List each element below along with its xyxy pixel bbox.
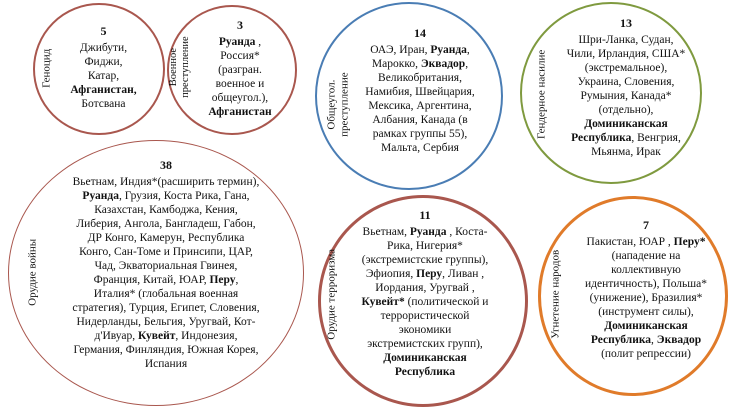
genocide-count: 5 [100, 24, 107, 38]
country-text: террористической [380, 309, 470, 322]
country-line [585, 235, 707, 249]
country-line [365, 43, 474, 57]
country-text: Ботсвана [81, 97, 126, 110]
country-line [567, 103, 686, 117]
side-label-line: преступление [180, 36, 191, 98]
country-line [362, 267, 489, 281]
country-text: (инструмент силы), [598, 305, 694, 318]
country-line [72, 203, 259, 217]
side-label-line: Орудие войны [26, 238, 39, 306]
country-text: Италия* (глобальная военная [93, 287, 239, 300]
country-line [362, 295, 489, 309]
country-text: (унижение), Бразилия* [589, 291, 703, 304]
war-crime-side-label [168, 27, 192, 107]
country-text: (разгран. [218, 63, 262, 76]
country-text: ОАЭ, Иран, [370, 43, 431, 56]
genocide-content [56, 24, 151, 111]
terrorism-content [345, 208, 505, 379]
country-highlight: Доминиканская [584, 117, 668, 130]
country-text: Пакистан, ЮАР , [586, 235, 674, 248]
terrorism-count: 11 [419, 208, 431, 222]
country-text: Катар, [87, 69, 120, 82]
country-line [365, 85, 474, 99]
country-text: , [235, 273, 239, 286]
country-line [72, 175, 259, 189]
country-line [72, 343, 259, 357]
country-line [362, 323, 489, 337]
country-line [585, 277, 707, 291]
country-highlight: Афганистан [208, 105, 272, 118]
common-crime-count: 14 [414, 26, 426, 40]
country-text: (экстремальное), [584, 61, 668, 74]
country-text: ДР Конго, Камерун, Республика [87, 231, 245, 244]
oppression-content [568, 218, 724, 361]
oppression-side-label [550, 244, 563, 344]
genocide-countries [70, 41, 136, 111]
country-highlight: Руанда [430, 43, 467, 56]
side-label-line: Геноцид [40, 48, 53, 88]
country-highlight: Кувейт [137, 329, 176, 342]
country-highlight: Республика [571, 131, 632, 144]
side-label-line: Военное [167, 47, 179, 87]
country-line [567, 47, 686, 61]
war-crime-countries [208, 35, 271, 119]
country-text: Рика, Нигерия* [387, 239, 463, 252]
country-line [72, 301, 259, 315]
weapon-of-war-side-label [27, 227, 40, 317]
country-line [362, 253, 489, 267]
country-text: (полит репрессии) [601, 347, 691, 360]
country-text: Джибути, [79, 41, 128, 54]
country-line [72, 357, 259, 371]
country-line [567, 117, 686, 131]
country-line [362, 225, 489, 239]
side-label-line: преступление [338, 72, 350, 137]
oppression-count: 7 [643, 218, 649, 232]
country-line [72, 245, 259, 259]
country-text: Иордания, Уругвай , [375, 281, 475, 294]
country-text: Великобритания, [378, 71, 462, 84]
weapon-of-war-countries [72, 175, 259, 371]
country-highlight: Эквадор [420, 57, 466, 70]
country-text: экономики [398, 323, 452, 336]
country-line [362, 281, 489, 295]
country-line [70, 83, 136, 97]
country-text: , Венгрия, [631, 131, 681, 144]
country-text: Румыния, Канада* [580, 89, 672, 102]
country-line [72, 259, 259, 273]
common-crime-content [345, 26, 495, 155]
country-text: , [466, 43, 470, 56]
country-line [365, 127, 474, 141]
country-text: Вьетнам, [362, 225, 410, 238]
war-crime-count: 3 [237, 18, 243, 32]
country-line [72, 217, 259, 231]
gender-violence-countries [567, 33, 686, 159]
country-text: экстремистских групп), [367, 337, 483, 350]
country-text: военное и [215, 77, 265, 90]
country-text: общеугол.), [211, 91, 269, 104]
country-text: Намибия, Швейцария, [365, 85, 475, 98]
country-line [585, 333, 707, 347]
country-line [365, 71, 474, 85]
country-line [567, 33, 686, 47]
country-text: Марокко, [371, 57, 421, 70]
country-text: , [255, 35, 262, 48]
country-line [72, 273, 259, 287]
country-text: Конго, Сан-Томе и Принсипи, ЦАР, [79, 245, 253, 258]
country-text: Испания [144, 357, 188, 370]
country-highlight: Руанда [218, 35, 256, 48]
country-line [567, 75, 686, 89]
country-text: , Грузия, Коста Рика, Гана, [119, 189, 250, 202]
terrorism-side-label [326, 244, 339, 344]
country-text: Франция, Китай, ЮАР, [93, 273, 210, 286]
country-line [208, 63, 271, 77]
country-line [365, 99, 474, 113]
country-line [70, 69, 136, 83]
country-highlight: Перу [416, 267, 443, 280]
country-text: , Коста- [446, 225, 488, 238]
terrorism-countries [362, 225, 489, 379]
country-highlight: Афганистан, [70, 83, 137, 96]
country-highlight: Республика [394, 365, 456, 378]
country-highlight: Руанда [409, 225, 447, 238]
country-text: Чили, Ирландия, США* [566, 47, 686, 60]
country-line [208, 105, 271, 119]
country-line [567, 131, 686, 145]
side-label-line: Общеугол. [325, 79, 338, 130]
gender-violence-content [555, 16, 697, 159]
country-line [72, 189, 259, 203]
oppression-countries [585, 235, 707, 361]
country-highlight: Перу* [673, 235, 706, 248]
country-line [208, 91, 271, 105]
country-line [362, 239, 489, 253]
country-line [72, 287, 259, 301]
side-label-line: Орудие терроризма [325, 248, 338, 340]
weapon-of-war-count: 38 [160, 158, 172, 172]
country-text: , [651, 333, 657, 346]
war-crime-content [195, 18, 285, 119]
country-text: коллективную [611, 263, 681, 276]
side-label-line: Угнетение народов [549, 249, 562, 339]
country-line [365, 57, 474, 71]
genocide-side-label [41, 33, 54, 103]
country-text: Мьянма, Ирак [591, 145, 661, 158]
country-highlight: Кувейт* [361, 295, 405, 308]
gender-violence-count: 13 [620, 16, 632, 30]
country-text: Либерия, Ангола, Бангладеш, Габон, [76, 217, 256, 230]
country-text: рамках группы 55), [372, 127, 468, 140]
country-text: Мексика, Аргентина, [368, 99, 472, 112]
country-line [585, 319, 707, 333]
country-text: Эфиопия, [365, 267, 417, 280]
country-text: д'Ивуар, [94, 329, 138, 342]
country-line [362, 309, 489, 323]
country-line [70, 41, 136, 55]
country-line [365, 113, 474, 127]
country-text: , Ливан , [442, 267, 485, 280]
country-text: Вьетнам, Индия*(расширить термин), [72, 175, 260, 188]
country-line [567, 145, 686, 159]
country-highlight: Перу [209, 273, 236, 286]
country-line [585, 263, 707, 277]
country-highlight: Руанда [82, 189, 119, 202]
country-line [585, 305, 707, 319]
country-line [72, 329, 259, 343]
country-text: , [465, 57, 469, 70]
country-line [70, 55, 136, 69]
country-highlight: Эквадор [656, 333, 702, 346]
country-line [585, 347, 707, 361]
country-text: , Индонезия, [175, 329, 238, 342]
country-text: Россия* [220, 49, 260, 62]
country-line [567, 61, 686, 75]
country-highlight: Доминиканская [383, 351, 467, 364]
country-line [567, 89, 686, 103]
country-line [362, 337, 489, 351]
country-text: Нидерланды, Бельгия, Уругвай, Кот- [76, 315, 256, 328]
country-line [208, 49, 271, 63]
country-text: Шри-Ланка, Судан, [578, 33, 674, 46]
country-text: Казахстан, Камбоджа, Кения, [94, 203, 238, 216]
country-text: (экстремистские группы), [361, 253, 489, 266]
country-text: Германия, Финляндия, Южная Корея, [73, 343, 259, 356]
country-text: Мальта, Сербия [381, 141, 459, 154]
country-line [72, 231, 259, 245]
country-text: Фиджи, [84, 55, 123, 68]
country-text: Чад, Экваториальная Гвинея, [94, 259, 238, 272]
country-line [365, 141, 474, 155]
country-line [362, 365, 489, 379]
country-line [585, 291, 707, 305]
country-line [362, 351, 489, 365]
weapon-of-war-content [48, 158, 284, 371]
country-text: (нападение на [611, 249, 681, 262]
country-text: (отдельно), [598, 103, 654, 116]
country-highlight: Республика [590, 333, 652, 346]
country-line [208, 35, 271, 49]
country-line [70, 97, 136, 111]
country-line [72, 315, 259, 329]
common-crime-countries [365, 43, 474, 155]
country-line [585, 249, 707, 263]
country-highlight: Доминиканская [604, 319, 688, 332]
country-text: стратегия), Турция, Египет, Словения, [72, 301, 260, 314]
side-label-line: Гендерное насилие [535, 49, 548, 139]
country-text: идентичность), Польша* [585, 277, 707, 290]
country-text: (политической и [404, 295, 489, 308]
gender-violence-side-label [536, 44, 549, 144]
country-text: Украина, Словения, [577, 75, 675, 88]
country-text: Албания, Канада (в [372, 113, 468, 126]
country-line [208, 77, 271, 91]
